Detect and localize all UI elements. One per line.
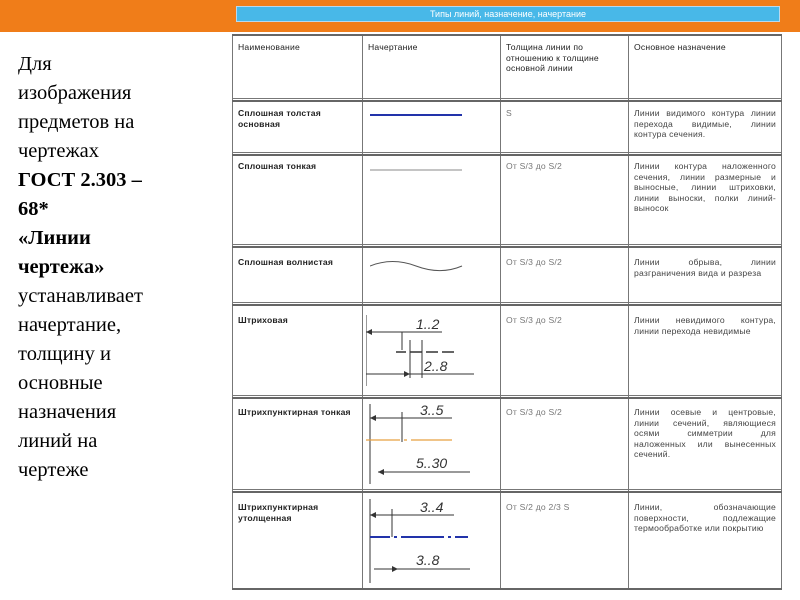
slide-text-line: Для [18, 53, 52, 75]
slide-text-line: назначения [18, 401, 117, 423]
row-divider [232, 491, 782, 493]
row-divider [232, 152, 782, 153]
row-divider [232, 246, 782, 248]
line-types-table [232, 34, 782, 590]
slide-text-line: изображения [18, 82, 132, 104]
solid-thick-line-sample [370, 110, 494, 120]
slide-text-line: чертеже [18, 459, 89, 481]
row-name-wavy: Сплошная волнистая [238, 257, 334, 267]
row-name-dashdot-thick: Штрихпунктирная утолщенная [238, 502, 319, 523]
slide-text-line: «Линии [18, 227, 91, 249]
dash-length-label: 3..5 [420, 402, 444, 418]
row-thickness: S [506, 108, 512, 118]
row-purpose: Линии невидимого контура, линии перехода невидимые [634, 315, 776, 336]
dash-gap-label: 2..8 [424, 358, 448, 374]
row-thickness: От S/3 до S/2 [506, 407, 562, 417]
column-divider [500, 34, 501, 590]
row-purpose: Линии обрыва, линии разграничения вида и разреза [634, 257, 776, 278]
header-style: Начертание [368, 42, 418, 52]
dash-gap-label: 5..30 [416, 455, 448, 471]
dash-gap-label: 3..8 [416, 552, 440, 568]
row-thickness: От S/3 до S/2 [506, 315, 562, 325]
dashed-line-sample [366, 310, 498, 390]
row-divider [232, 98, 782, 99]
solid-thin-line-sample [370, 165, 494, 175]
header-thickness: Толщина линии по отношению к толщине основной линии [506, 42, 599, 74]
table-border-bottom [232, 588, 782, 590]
dashdot-thin-line-sample [366, 402, 498, 486]
dashdot-thick-line-sample [366, 497, 498, 585]
slide-text-line: начертание, [18, 314, 122, 336]
column-divider [628, 34, 629, 590]
slide-text-line: линий на [18, 430, 98, 452]
wavy-line-sample [370, 258, 494, 274]
row-purpose: Линии видимого контура линии перехода видимые, линии контура сечения. [634, 108, 776, 140]
table-title: Типы линий, назначение, начертание [236, 6, 780, 22]
row-thickness: От S/3 до S/2 [506, 257, 562, 267]
header-purpose: Основное назначение [634, 42, 726, 52]
row-name-dashed: Штриховая [238, 315, 288, 325]
slide-description [18, 50, 223, 485]
row-purpose: Линии осевые и центровые, линии сечений, являющиеся осями симметрии для наложенных или вынесенных сечений. [634, 407, 776, 460]
row-name-dashdot-thin: Штрихпунктирная тонкая [238, 407, 351, 417]
column-divider [362, 34, 363, 590]
dash-length-label: 3..4 [420, 499, 444, 515]
row-purpose: Линии контура наложенного сечения, линии размерные и выносные, линии штриховки, линии выноски, полки линий-выносок [634, 161, 776, 214]
header-name: Наименование [238, 42, 300, 52]
row-divider [232, 100, 782, 102]
row-divider [232, 154, 782, 156]
slide-text-line: толщину и [18, 343, 111, 365]
table-border-left [232, 34, 233, 590]
slide-text-line: чертежах [18, 140, 99, 162]
row-divider [232, 244, 782, 245]
slide-text-line: чертежа» [18, 256, 105, 278]
slide-text-line: устанавливает [18, 285, 143, 307]
row-divider [232, 489, 782, 490]
row-thickness: От S/2 до 2/3 S [506, 502, 570, 512]
table-border-top [232, 34, 782, 36]
row-divider [232, 304, 782, 306]
row-purpose: Линии, обозначающие поверхности, подлежащие термообработке или покрытию [634, 502, 776, 534]
row-name-solid-thin: Сплошная тонкая [238, 161, 317, 171]
row-divider [232, 397, 782, 399]
dash-length-label: 1..2 [416, 316, 440, 332]
slide-text-line: предметов на [18, 111, 135, 133]
row-thickness: От S/3 до S/2 [506, 161, 562, 171]
slide-text-line: основные [18, 372, 103, 394]
slide-text-line: 68* [18, 198, 49, 220]
slide-text-line: ГОСТ 2.303 – [18, 169, 142, 191]
table-border-right [781, 34, 782, 590]
row-name-solid-thick: Сплошная толстая основная [238, 108, 321, 129]
row-divider [232, 302, 782, 303]
row-divider [232, 395, 782, 396]
